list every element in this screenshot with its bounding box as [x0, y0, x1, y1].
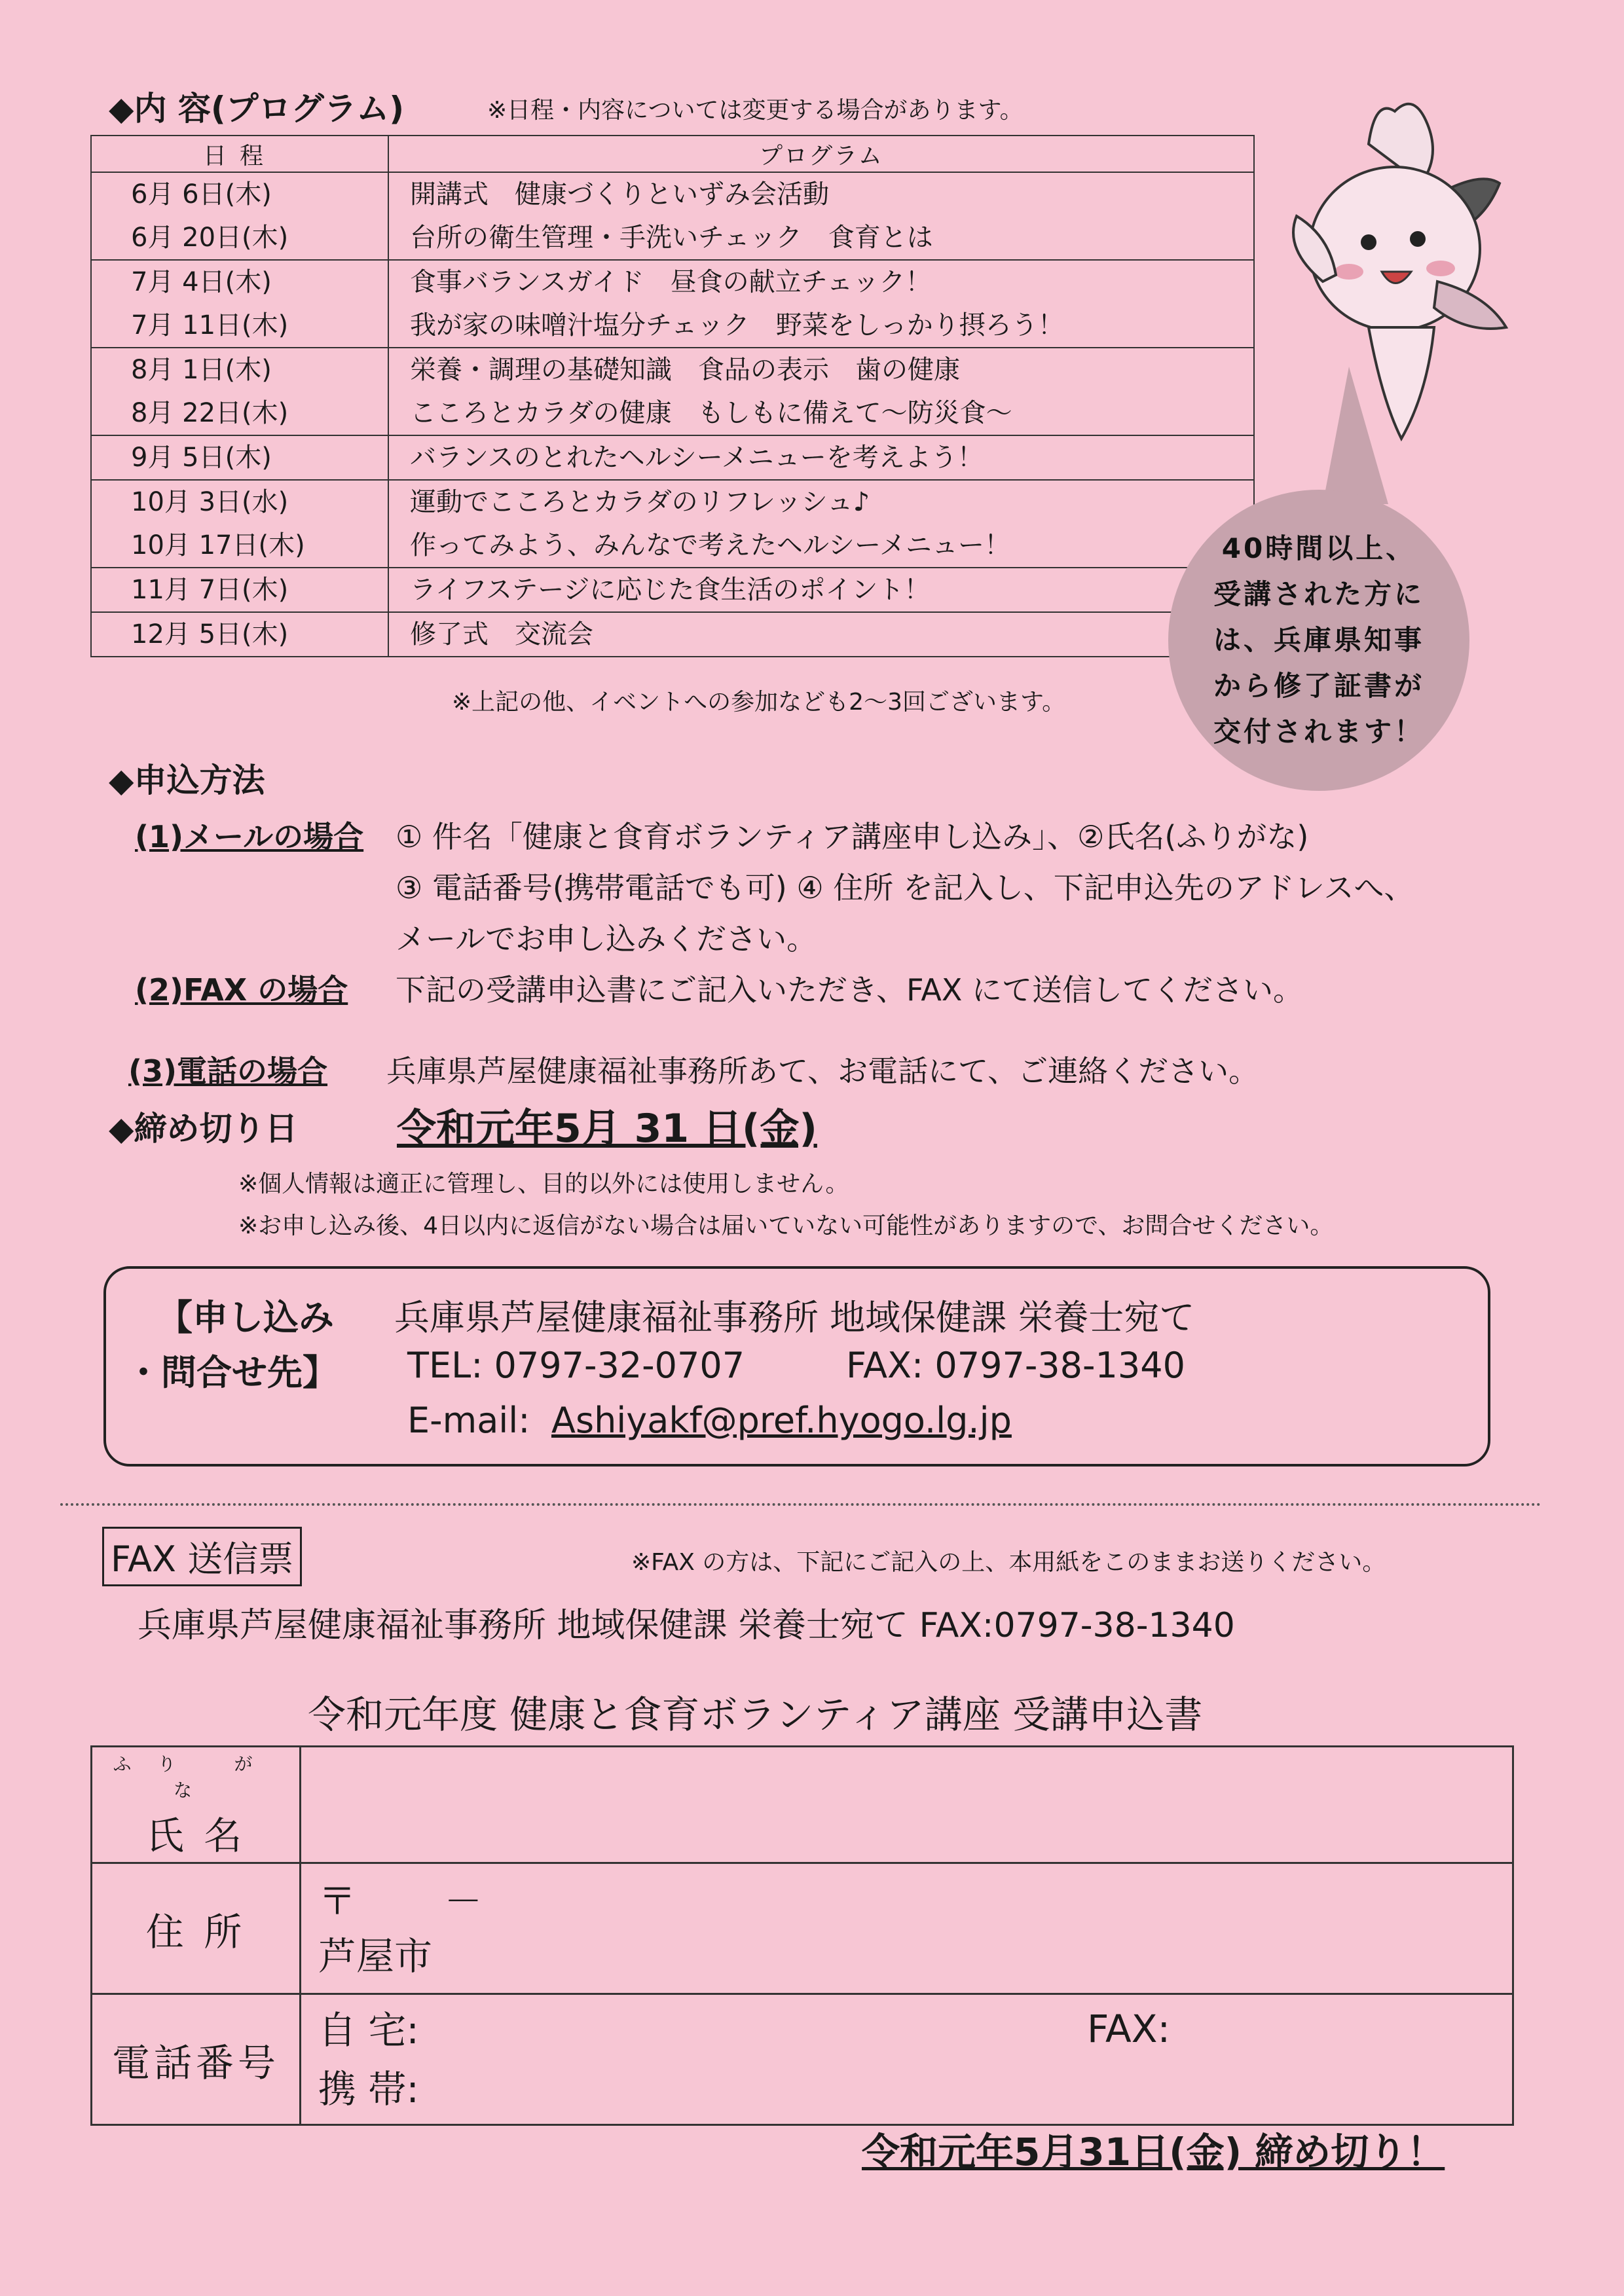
program-item: 開講式 健康づくりといずみ会活動 [410, 179, 829, 210]
apply-heading: ◆申込方法 [109, 761, 265, 799]
tel-method-label: (3)電話の場合 [128, 1053, 328, 1089]
reply-note: ※お申し込み後、4日以内に返信がない場合は届いていない可能性がありますので、お問合せください。 [238, 1212, 1334, 1239]
program-row [91, 435, 1254, 480]
mail-method-row [135, 813, 363, 856]
form-title: 令和元年度 健康と食育ボランティア講座 受講申込書 [308, 1692, 1203, 1737]
program-item: ライフステージに応じた食生活のポイント！ [410, 575, 931, 605]
program-row [91, 172, 1254, 260]
contact-office: 兵庫県芦屋健康福祉事務所 地域保健課 栄養士宛て [394, 1297, 1195, 1338]
program-date: 6月 20日(木) [131, 223, 289, 253]
program-date-cell [91, 568, 388, 612]
program-item: 運動でこころとカラダのリフレッシュ♪ [410, 487, 870, 517]
bubble-line: 受講された方に [1213, 578, 1424, 610]
mail-line-1: ① 件名「健康と食育ボランティア講座申し込み」、②氏名(ふりがな) [396, 819, 1309, 854]
program-content-cell [388, 612, 1254, 657]
form-deadline: 令和元年5月31日(金) 締め切り！ [862, 2130, 1445, 2174]
name-label: 氏 名 [145, 1813, 246, 1858]
program-date: 9月 5日(木) [131, 443, 272, 473]
program-note: ※日程・内容については変更する場合があります。 [487, 97, 1024, 124]
program-date: 7月 4日(木) [131, 267, 272, 297]
program-content-cell [388, 435, 1254, 480]
program-item: 我が家の味噌汁塩分チェック 野菜をしっかり摂ろう！ [410, 310, 1064, 340]
program-item: 食事バランスガイド 昼食の献立チェック！ [410, 267, 932, 297]
bubble-line: は、兵庫県知事 [1213, 624, 1424, 656]
deadline-heading: ◆締め切り日 [109, 1110, 298, 1148]
application-form [90, 1745, 1514, 2126]
program-date-cell [91, 348, 388, 435]
program-table-header [91, 136, 1254, 172]
home-phone-label: 自 宅: [318, 2007, 419, 2052]
program-date: 6月 6日(木) [131, 179, 272, 210]
mobile-phone-field[interactable] [318, 2060, 1511, 2119]
program-item: 栄養・調理の基礎知識 食品の表示 歯の健康 [410, 355, 960, 385]
fax-method-label: (2)FAX の場合 [135, 972, 348, 1008]
program-item: 修了式 交流会 [410, 619, 593, 649]
fax-recipient: 兵庫県芦屋健康福祉事務所 地域保健課 栄養士宛て FAX:0797-38-1340 [138, 1606, 1235, 1645]
bubble-tail [1323, 367, 1388, 504]
address-label: 住 所 [92, 1863, 301, 1994]
contact-email-link[interactable]: Ashiyakf@pref.hyogo.lg.jp [551, 1400, 1012, 1441]
bubble-line: から修了証書が [1213, 670, 1424, 702]
name-input[interactable] [301, 1747, 1513, 1863]
home-phone-field[interactable] [318, 2001, 1511, 2060]
program-footnote: ※上記の他、イベントへの参加なども2～3回ございます。 [452, 689, 1066, 716]
mail-line-2: ③ 電話番号(携帯電話でも可) ④ 住所 を記入し、下記申込先のアドレスへ、 [396, 870, 1414, 905]
fax-form-title: FAX 送信票 [102, 1527, 302, 1586]
tel-method-row [128, 1048, 327, 1091]
bubble-line: 交付されます！ [1213, 716, 1424, 748]
program-content-cell [388, 172, 1254, 260]
phone-row [92, 1994, 1513, 2125]
program-row [91, 260, 1254, 348]
mascot-illustration [1270, 85, 1532, 452]
program-row [91, 612, 1254, 657]
program-row [91, 480, 1254, 568]
program-date-cell [91, 260, 388, 348]
program-table [90, 135, 1255, 657]
program-date: 10月 3日(水) [131, 487, 289, 517]
cut-line [60, 1503, 1541, 1506]
program-date: 10月 17日(木) [131, 530, 305, 560]
address-row [92, 1863, 1513, 1994]
program-item: こころとカラダの健康 もしもに備えて～防災食～ [410, 398, 1012, 428]
address-city: 芦屋市 [318, 1933, 433, 1978]
postal-code-field[interactable]: 〒 － [318, 1878, 483, 1923]
program-date: 7月 11日(木) [131, 310, 289, 340]
program-column-header: プログラム [388, 136, 1254, 172]
fax-method-text: 下記の受講申込書にご記入いただき、FAX にて送信してください。 [396, 972, 1303, 1008]
program-content-cell [388, 348, 1254, 435]
contact-label-1: 【申し込み [157, 1297, 334, 1338]
program-item: バランスのとれたヘルシーメニューを考えよう！ [410, 443, 984, 473]
program-heading: ◆内 容(プログラム) [109, 90, 405, 128]
phone-label: 電話番号 [92, 1994, 301, 2125]
program-date: 8月 1日(木) [131, 355, 272, 385]
date-column-header: 日程 [91, 136, 388, 172]
address-input[interactable] [301, 1863, 1513, 1994]
contact-label-2: ・問合せ先】 [126, 1352, 338, 1393]
deadline-date: 令和元年5月 31 日(金) [397, 1106, 817, 1152]
name-row [92, 1747, 1513, 1863]
program-content-cell [388, 480, 1254, 568]
privacy-note: ※個人情報は適正に管理し、目的以外には使用しません。 [238, 1171, 849, 1197]
fax-form-note: ※FAX の方は、下記にご記入の上、本用紙をこのままお送りください。 [631, 1549, 1386, 1576]
program-content-cell [388, 568, 1254, 612]
program-content-cell [388, 260, 1254, 348]
program-date: 11月 7日(木) [131, 575, 289, 605]
contact-fax: FAX: 0797-38-1340 [846, 1345, 1185, 1386]
mail-method-label: (1)メールの場合 [135, 819, 364, 854]
completion-bubble [1168, 490, 1469, 791]
mobile-phone-label: 携 帯: [318, 2066, 419, 2111]
contact-email-label: E-mail: [407, 1400, 530, 1441]
contact-box [103, 1266, 1490, 1467]
tel-method-text: 兵庫県芦屋健康福祉事務所あて、お電話にて、ご連絡ください。 [386, 1053, 1259, 1089]
program-date-cell [91, 612, 388, 657]
program-item: 台所の衛生管理・手洗いチェック 食育とは [410, 223, 933, 253]
program-date-cell [91, 172, 388, 260]
program-date-cell [91, 480, 388, 568]
bubble-line: 40時間以上、 [1221, 532, 1416, 564]
name-label-cell [92, 1747, 301, 1863]
program-date: 12月 5日(木) [131, 619, 289, 649]
program-row [91, 348, 1254, 435]
contact-tel: TEL: 0797-32-0707 [407, 1345, 745, 1386]
program-date: 8月 22日(木) [131, 398, 289, 428]
fax-number-label: FAX: [1087, 2007, 1170, 2051]
name-ruby: ふり がな [113, 1753, 279, 1801]
fax-method-row [135, 966, 348, 1010]
program-date-cell [91, 435, 388, 480]
program-row [91, 568, 1254, 612]
phone-input[interactable] [301, 1994, 1513, 2125]
program-item: 作ってみよう、みんなで考えたヘルシーメニュー！ [410, 530, 1010, 560]
mail-line-3: メールでお申し込みください。 [396, 921, 817, 957]
